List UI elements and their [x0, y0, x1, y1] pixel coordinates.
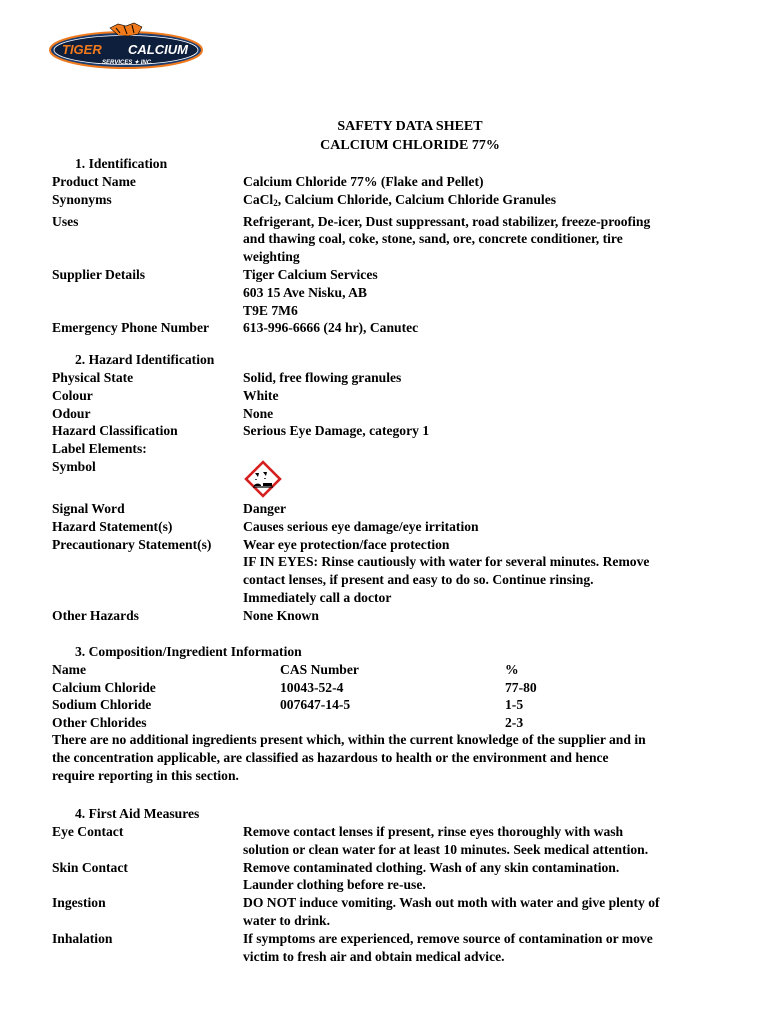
field-hazard-statements — [52, 518, 752, 536]
field-value: Causes serious eye damage/eye irritation — [243, 518, 479, 534]
field-signal-word — [52, 500, 752, 518]
field-label: Uses — [52, 213, 79, 229]
field-synonyms — [52, 191, 752, 213]
field-label: Synonyms — [52, 191, 112, 207]
field-other-hazards — [52, 607, 752, 625]
field-label: Skin Contact — [52, 859, 128, 875]
table-cell: 2-3 — [505, 714, 524, 730]
field-supplier-details — [52, 266, 752, 319]
field-inhalation — [52, 930, 752, 966]
field-value-line: Tiger Calcium Services — [243, 266, 378, 282]
field-label: Hazard Statement(s) — [52, 518, 173, 534]
section-hazard-identification — [52, 351, 752, 625]
svg-text:CALCIUM: CALCIUM — [128, 42, 188, 57]
field-label: Product Name — [52, 174, 136, 189]
field-value-line: IF IN EYES: Rinse cautiously with water for several minutes. Remove — [243, 554, 650, 570]
field-eye-contact — [52, 823, 752, 859]
table-cell: 1-5 — [505, 697, 524, 713]
field-value: CaCl$_2$, Calcium Chloride, Calcium Chloride Granules — [243, 191, 557, 208]
table-cell: 10043-52-4 — [280, 679, 344, 695]
field-physical-state — [52, 369, 752, 387]
column-header-name: Name — [52, 662, 86, 677]
field-label: Hazard Classification — [52, 423, 178, 439]
field-uses — [52, 213, 752, 266]
field-value-line: Remove contact lenses if present, rinse eyes thoroughly with wash — [243, 824, 624, 839]
section-heading: 2. Hazard Identification — [75, 352, 215, 367]
field-label: Eye Contact — [52, 824, 124, 839]
note-line: the concentration applicable, are classified as hazardous to health or the environment and hence — [52, 750, 609, 766]
table-header — [52, 661, 752, 679]
document-subtitle: CALCIUM CHLORIDE 77% — [320, 138, 500, 153]
section-composition — [52, 643, 752, 785]
field-label: Inhalation — [52, 930, 113, 946]
table-cell: 77-80 — [505, 679, 537, 695]
field-colour — [52, 387, 752, 405]
field-value-line: solution or clean water for at least 10 minutes. Seek medical attention. — [243, 841, 649, 857]
field-ingestion — [52, 894, 752, 930]
note-line: require reporting in this section. — [52, 768, 239, 784]
field-product-name — [52, 173, 752, 191]
field-value: Calcium Chloride 77% (Flake and Pellet) — [243, 174, 484, 189]
field-skin-contact — [52, 859, 752, 895]
table-cell: Sodium Chloride — [52, 697, 152, 713]
field-value: None Known — [243, 607, 319, 623]
field-value: White — [243, 387, 279, 403]
field-symbol — [52, 458, 752, 500]
document-title: SAFETY DATA SHEET — [337, 119, 483, 134]
field-value-line: weighting — [243, 249, 300, 265]
field-value: None — [243, 405, 274, 421]
field-emergency-phone — [52, 319, 752, 337]
field-value-line: water to drink. — [243, 912, 330, 928]
field-label: Emergency Phone Number — [52, 320, 210, 336]
field-value-line: Wear eye protection/face protection — [243, 536, 450, 552]
field-value-line: victim to fresh air and obtain medical advice. — [243, 948, 505, 964]
field-hazard-classification — [52, 422, 752, 440]
section-heading: 4. First Aid Measures — [75, 806, 200, 821]
company-logo — [48, 22, 204, 72]
corrosion-pictogram-icon — [244, 460, 282, 498]
column-header-percent: % — [505, 662, 519, 677]
field-value-line: DO NOT induce vomiting. Wash out moth with water and give plenty of — [243, 895, 660, 911]
column-header-cas: CAS Number — [280, 662, 359, 677]
section-heading: 3. Composition/Ingredient Information — [75, 644, 302, 659]
field-label: Supplier Details — [52, 266, 146, 282]
field-value: Serious Eye Damage, category 1 — [243, 423, 430, 439]
section-heading: 1. Identification — [75, 156, 168, 171]
table-row — [52, 714, 752, 732]
field-label-elements — [52, 440, 752, 458]
field-value: Solid, free flowing granules — [243, 370, 402, 385]
field-label: Label Elements: — [52, 441, 147, 457]
composition-note — [52, 731, 752, 785]
field-label: Signal Word — [52, 500, 125, 516]
field-label: Other Hazards — [52, 607, 139, 623]
svg-text:TIGER: TIGER — [62, 42, 102, 57]
note-line: There are no additional ingredients present which, within the current knowledge of the supplier and in — [52, 732, 646, 748]
field-precautionary-statements — [52, 536, 752, 607]
field-value-line: Immediately call a doctor — [243, 589, 392, 605]
table-row — [52, 679, 752, 697]
field-value: Danger — [243, 500, 287, 516]
field-value-line: Remove contaminated clothing. Wash of any skin contamination. — [243, 859, 620, 875]
section-first-aid — [52, 805, 752, 965]
section-identification — [52, 155, 752, 337]
field-label: Ingestion — [52, 895, 106, 911]
field-label: Physical State — [52, 370, 134, 385]
svg-text:SERVICES ✦ INC.: SERVICES ✦ INC. — [102, 60, 153, 66]
field-value-line: T9E 7M6 — [243, 302, 298, 318]
field-value: 613-996-6666 (24 hr), Canutec — [243, 320, 419, 336]
field-value-line: Refrigerant, De-icer, Dust suppressant, road stabilizer, freeze-proofing — [243, 213, 651, 229]
field-label: Precautionary Statement(s) — [52, 536, 212, 552]
field-label: Colour — [52, 387, 93, 403]
table-cell: Other Chlorides — [52, 714, 147, 730]
table-row — [52, 696, 752, 714]
field-odour — [52, 405, 752, 423]
field-value-line: contact lenses, if present and easy to do so. Continue rinsing. — [243, 572, 594, 588]
table-cell: Calcium Chloride — [52, 679, 156, 695]
field-label: Symbol — [52, 458, 96, 474]
field-value-line: Launder clothing before re-use. — [243, 877, 426, 893]
field-label: Odour — [52, 405, 91, 421]
field-value-line: and thawing coal, coke, stone, sand, ore, concrete conditioner, tire — [243, 231, 623, 247]
field-value-line: If symptoms are experienced, remove source of contamination or move — [243, 930, 653, 946]
field-value-line: 603 15 Ave Nisku, AB — [243, 284, 368, 300]
table-cell: 007647-14-5 — [280, 697, 351, 713]
